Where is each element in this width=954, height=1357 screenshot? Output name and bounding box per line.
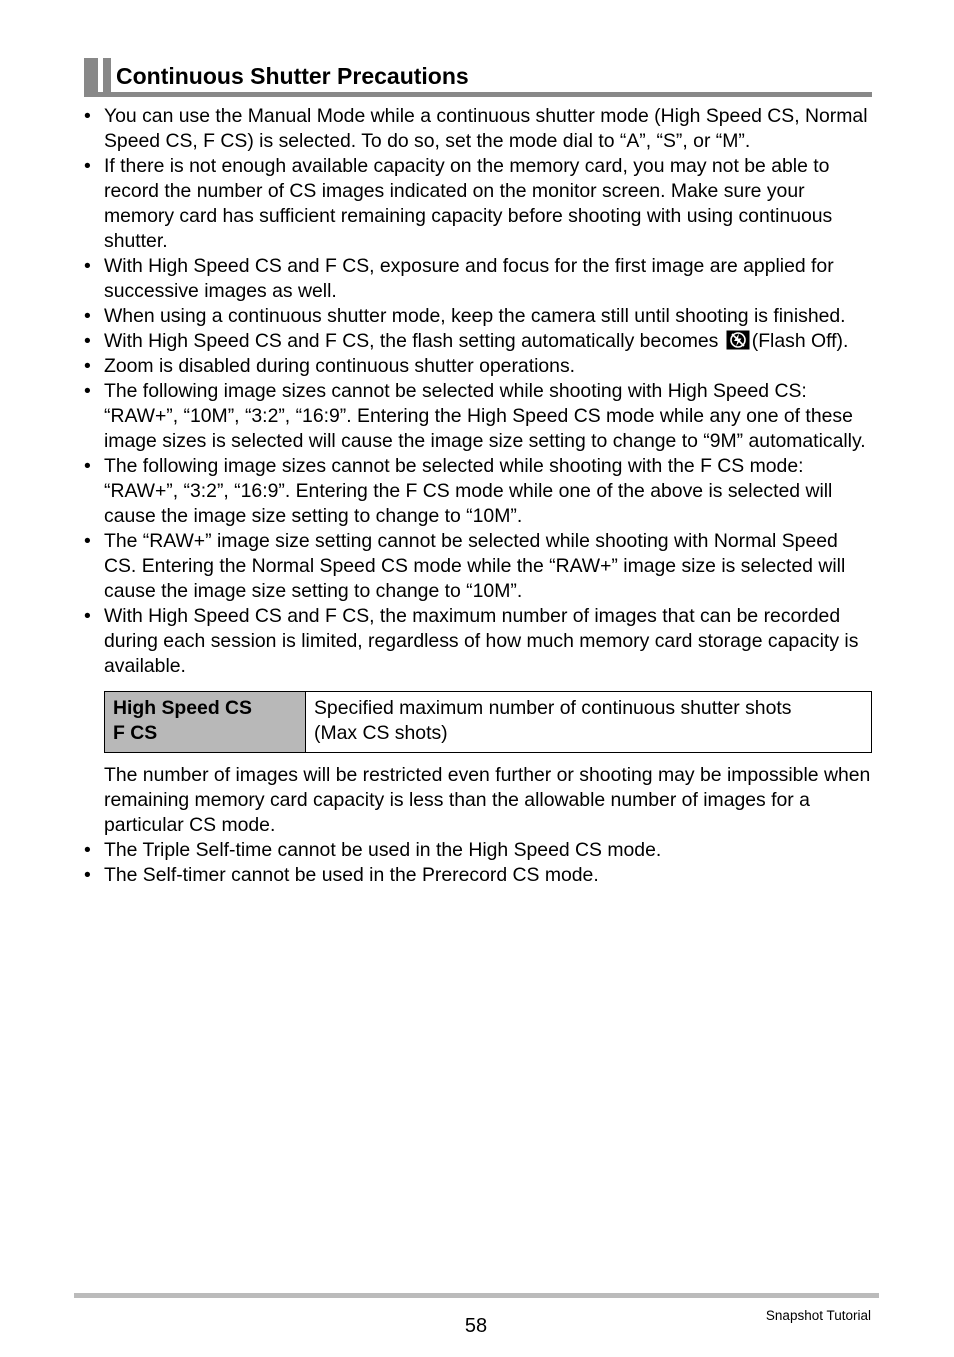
list-item xyxy=(84,604,874,679)
bullet-glyph: • xyxy=(84,530,91,552)
bullet-glyph: • xyxy=(84,305,91,327)
list-item-text: The following image sizes cannot be selected while shooting with High Speed CS: “RAW+”, “10M”, “3:2”, “16:9”. Entering the High Speed CS mode while any one of these image sizes is selected will cause the image size setting to change to “9M” automatically. xyxy=(104,380,866,452)
list-item-text: The Self-timer cannot be used in the Prerecord CS mode. xyxy=(104,864,599,886)
list-item xyxy=(84,104,874,154)
page-number: 58 xyxy=(464,1315,488,1337)
self-timer-list xyxy=(84,838,874,888)
list-item xyxy=(84,863,874,888)
cs-limit-table xyxy=(104,691,872,753)
table-row xyxy=(105,692,872,753)
heading-underline xyxy=(84,92,872,97)
page-title: Continuous Shutter Precautions xyxy=(116,63,469,89)
heading-marker-bar xyxy=(84,58,98,92)
bullet-glyph: • xyxy=(84,455,91,477)
list-item-text: When using a continuous shutter mode, keep the camera still until shooting is finished. xyxy=(104,305,846,327)
list-item xyxy=(84,154,874,254)
bullet-glyph: • xyxy=(84,330,91,352)
list-item xyxy=(84,304,874,329)
main-content xyxy=(84,104,874,888)
bullet-glyph: • xyxy=(84,839,91,861)
list-item-text: The following image sizes cannot be selected while shooting with the F CS mode: “RAW+”, “3:2”, “16:9”. Entering the F CS mode while one of the above is selected will cause the image size setting to change to “10M”. xyxy=(104,455,833,527)
list-item-text: With High Speed CS and F CS, the flash setting automatically becomes xyxy=(104,330,719,352)
footer-section-title: Snapshot Tutorial xyxy=(765,1308,871,1323)
table-cell-description xyxy=(306,692,872,753)
list-item-text: The “RAW+” image size setting cannot be selected while shooting with Normal Speed CS. Entering the Normal Speed CS mode while the “RAW+” image size is selected will cause the image size setting to change to “10M”. xyxy=(104,530,846,602)
list-item-text: The Triple Self-time cannot be used in the High Speed CS mode. xyxy=(104,839,662,861)
precautions-list xyxy=(84,104,874,679)
description-line: Specified maximum number of continuous shutter shots xyxy=(314,697,792,719)
list-item xyxy=(84,254,874,304)
footer-divider xyxy=(74,1293,879,1298)
restriction-note: The number of images will be restricted even further or shooting may be impossible when remaining memory card capacity is less than the allowable number of images for a particular CS mode. xyxy=(104,764,871,836)
bullet-glyph: • xyxy=(84,605,91,627)
list-item xyxy=(84,354,874,379)
list-item-text: With High Speed CS and F CS, the maximum number of images that can be recorded during each session is limited, regardless of how much memory card storage capacity is available. xyxy=(104,605,859,677)
table-cell-modes xyxy=(105,692,306,753)
list-item xyxy=(84,838,874,863)
list-item-text-after-icon: (Flash Off). xyxy=(751,330,849,352)
list-item xyxy=(84,379,874,454)
heading-marker-bar-thin xyxy=(103,58,111,92)
list-item-text: With High Speed CS and F CS, exposure and focus for the first image are applied for successive images as well. xyxy=(104,255,834,302)
description-line: (Max CS shots) xyxy=(314,722,448,744)
list-item-text: You can use the Manual Mode while a continuous shutter mode (High Speed CS, Normal Speed CS, F CS) is selected. To do so, set the mode dial to “A”, “S”, or “M”. xyxy=(104,105,868,152)
bullet-glyph: • xyxy=(84,255,91,277)
flash-off-icon xyxy=(726,330,750,350)
list-item xyxy=(84,329,874,354)
list-item xyxy=(84,454,874,529)
bullet-glyph: • xyxy=(84,864,91,886)
section-heading xyxy=(84,58,872,98)
list-item-text: If there is not enough available capacity on the memory card, you may not be able to record the number of CS images indicated on the monitor screen. Make sure your memory card has sufficient remaining capacity before shooting with using continuous shutter. xyxy=(104,155,833,252)
bullet-glyph: • xyxy=(84,105,91,127)
mode-label-f-cs: F CS xyxy=(113,722,158,744)
bullet-glyph: • xyxy=(84,155,91,177)
list-item xyxy=(84,529,874,604)
mode-label-high-speed-cs: High Speed CS xyxy=(113,697,252,719)
bullet-glyph: • xyxy=(84,380,91,402)
bullet-glyph: • xyxy=(84,355,91,377)
list-item-text: Zoom is disabled during continuous shutter operations. xyxy=(104,355,576,377)
